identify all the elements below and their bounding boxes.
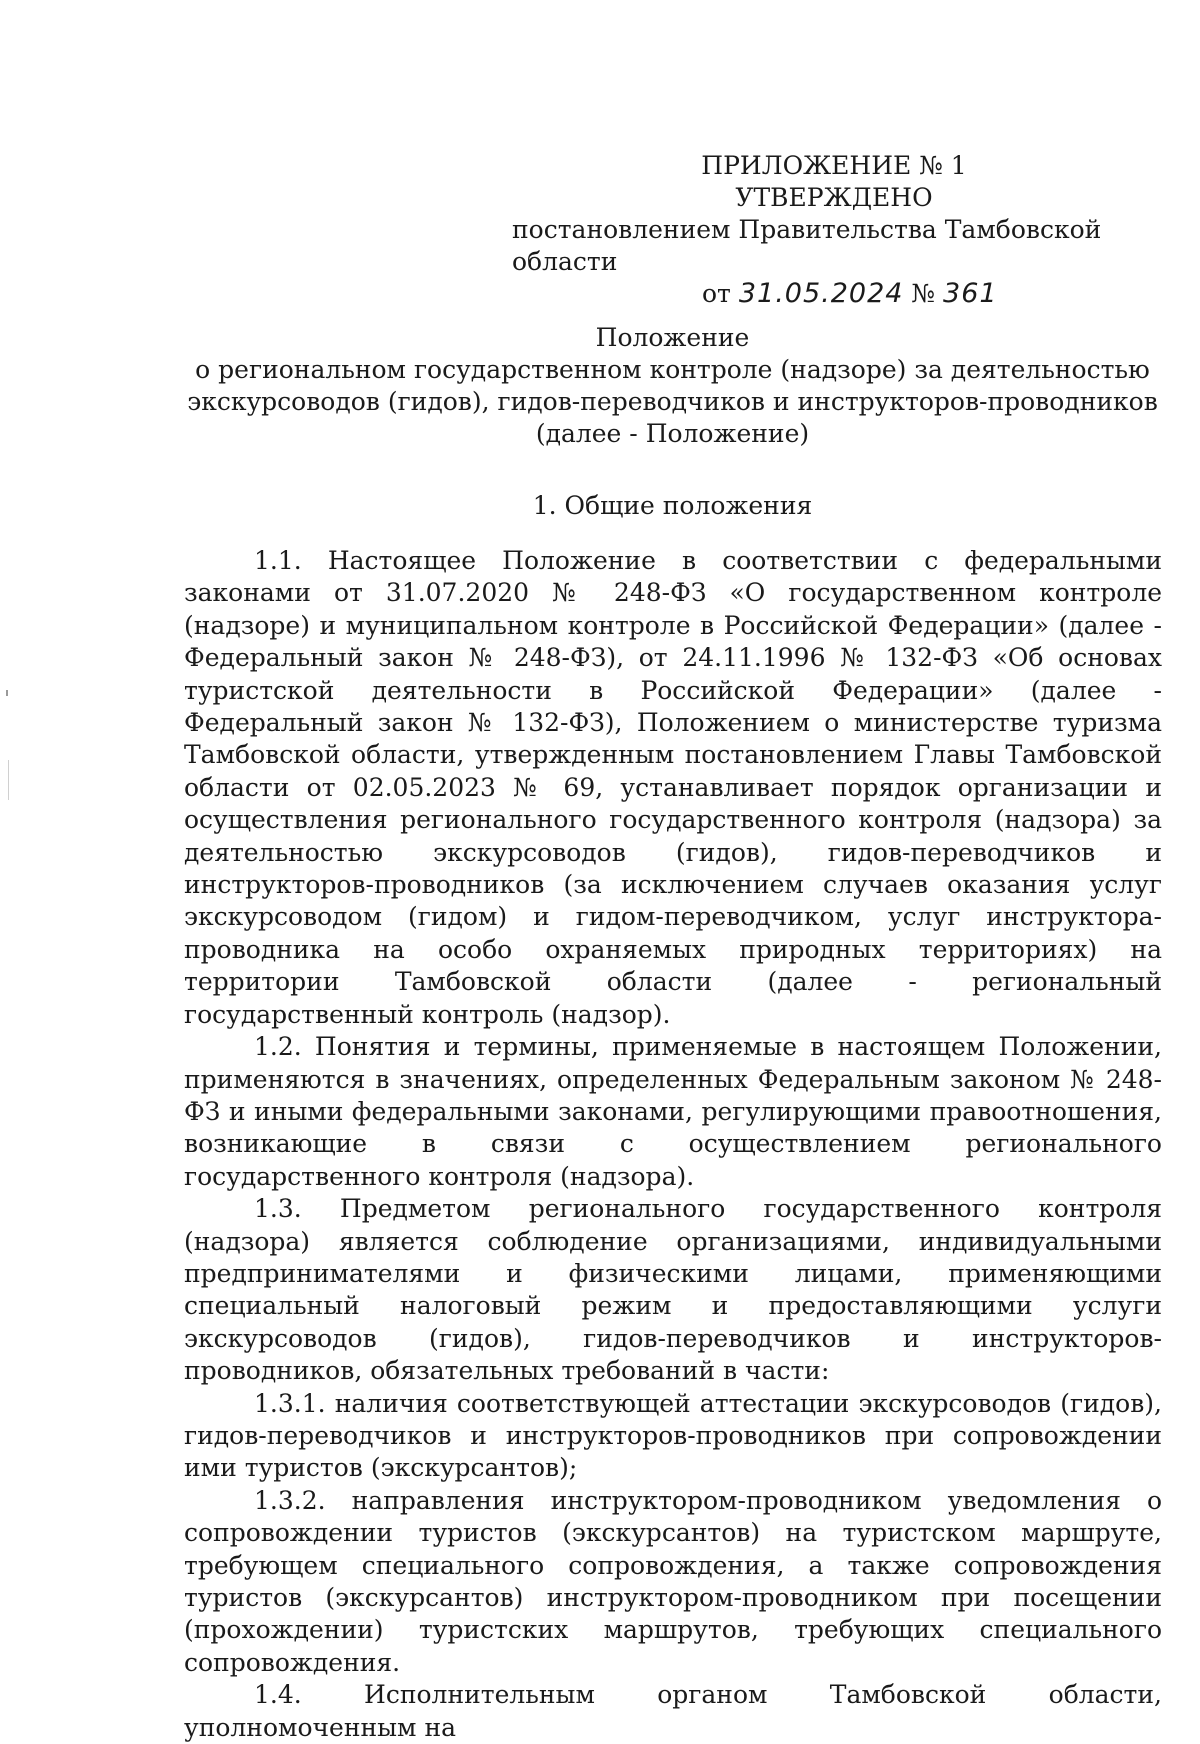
- document-title: [185, 322, 1160, 450]
- title-line-4: (далее - Положение): [535, 419, 810, 448]
- number-prefix: №: [911, 279, 936, 308]
- handwritten-number: 361: [943, 278, 998, 309]
- date-prefix: от: [702, 279, 731, 308]
- approval-header: [470, 150, 1170, 310]
- paragraph-1-3: 1.3. Предметом регионального государственного контроля (надзора) является соблюдение организациями, индивидуальными предпринимателями и физическими лицами, применяющими специальный налоговый режим и предоставляющими услуги экскурсоводов (гидов), гидов-переводчиков и инструкторов-проводников, обязательных требований в части:: [184, 1194, 1162, 1386]
- paragraph-1-4: 1.4. Исполнительным органом Тамбовской области, уполномоченным на: [184, 1680, 1162, 1742]
- paragraph-1-1: 1.1. Настоящее Положение в соответствии с федеральными законами от 31.07.2020 № 248-ФЗ «О государственном контроле (надзоре) и муниципальном контроле в Российской Федерации» (далее - Федеральный закон № 248-ФЗ), от 24.11.1996 № 132-ФЗ «Об основах туристской деятельности в Российской Федерации» (далее - Федеральный закон № 132-ФЗ), Положением о министерстве туризма Тамбовской области, утвержденным постановлением Главы Тамбовской области от 02.05.2023 № 69, устанавливает порядок организации и осуществления регионального государственного контроля (надзора) за деятельностью экскурсоводов (гидов), гидов-переводчиков и инструкторов-проводников (за исключением случаев оказания услуг экскурсоводом (гидом) и гидом-переводчиком, услуг инструктора-проводника на особо охраняемых природных территориях) на территории Тамбовской области (далее - региональный государственный контроль (надзор).: [184, 546, 1162, 1029]
- scan-artifact: [8, 760, 9, 800]
- title-line-3: экскурсоводов (гидов), гидов-переводчиков и инструкторов-проводников: [187, 387, 1158, 416]
- paragraph-1-3-2: 1.3.2. направления инструктором-проводником уведомления о сопровождении туристов (экскурсантов) на туристском маршруте, требующем специального сопровождения, а также сопровождения туристов (экскурсантов) инструктором-проводником при посещении (прохождении) туристских маршрутов, требующих специального сопровождения.: [184, 1485, 1162, 1677]
- document-body: [184, 545, 1162, 1744]
- decree-date-line: [702, 278, 1170, 310]
- paragraph-1-2: 1.2. Понятия и термины, применяемые в настоящем Положении, применяются в значениях, определенных Федеральным законом № 248-ФЗ и иными федеральными законами, регулирующими правоотношения, возникающие в связи с осуществлением регионального государственного контроля (надзора).: [184, 1032, 1162, 1191]
- paragraph-1-3-1: 1.3.1. наличия соответствующей аттестации экскурсоводов (гидов), гидов-переводчиков и инструкторов-проводников при сопровождении ими туристов (экскурсантов);: [184, 1388, 1162, 1483]
- decree-label: постановлением Правительства Тамбовской области: [512, 215, 1102, 276]
- approved-label: УТВЕРЖДЕНО: [735, 183, 933, 212]
- section-heading: 1. Общие положения: [532, 491, 813, 520]
- title-line-1: Положение: [595, 323, 750, 352]
- scan-artifact: [6, 690, 8, 696]
- handwritten-date: 31.05.2024: [738, 278, 904, 309]
- appendix-label: ПРИЛОЖЕНИЕ № 1: [701, 151, 967, 180]
- title-line-2: о региональном государственном контроле (надзоре) за деятельностью: [195, 355, 1150, 384]
